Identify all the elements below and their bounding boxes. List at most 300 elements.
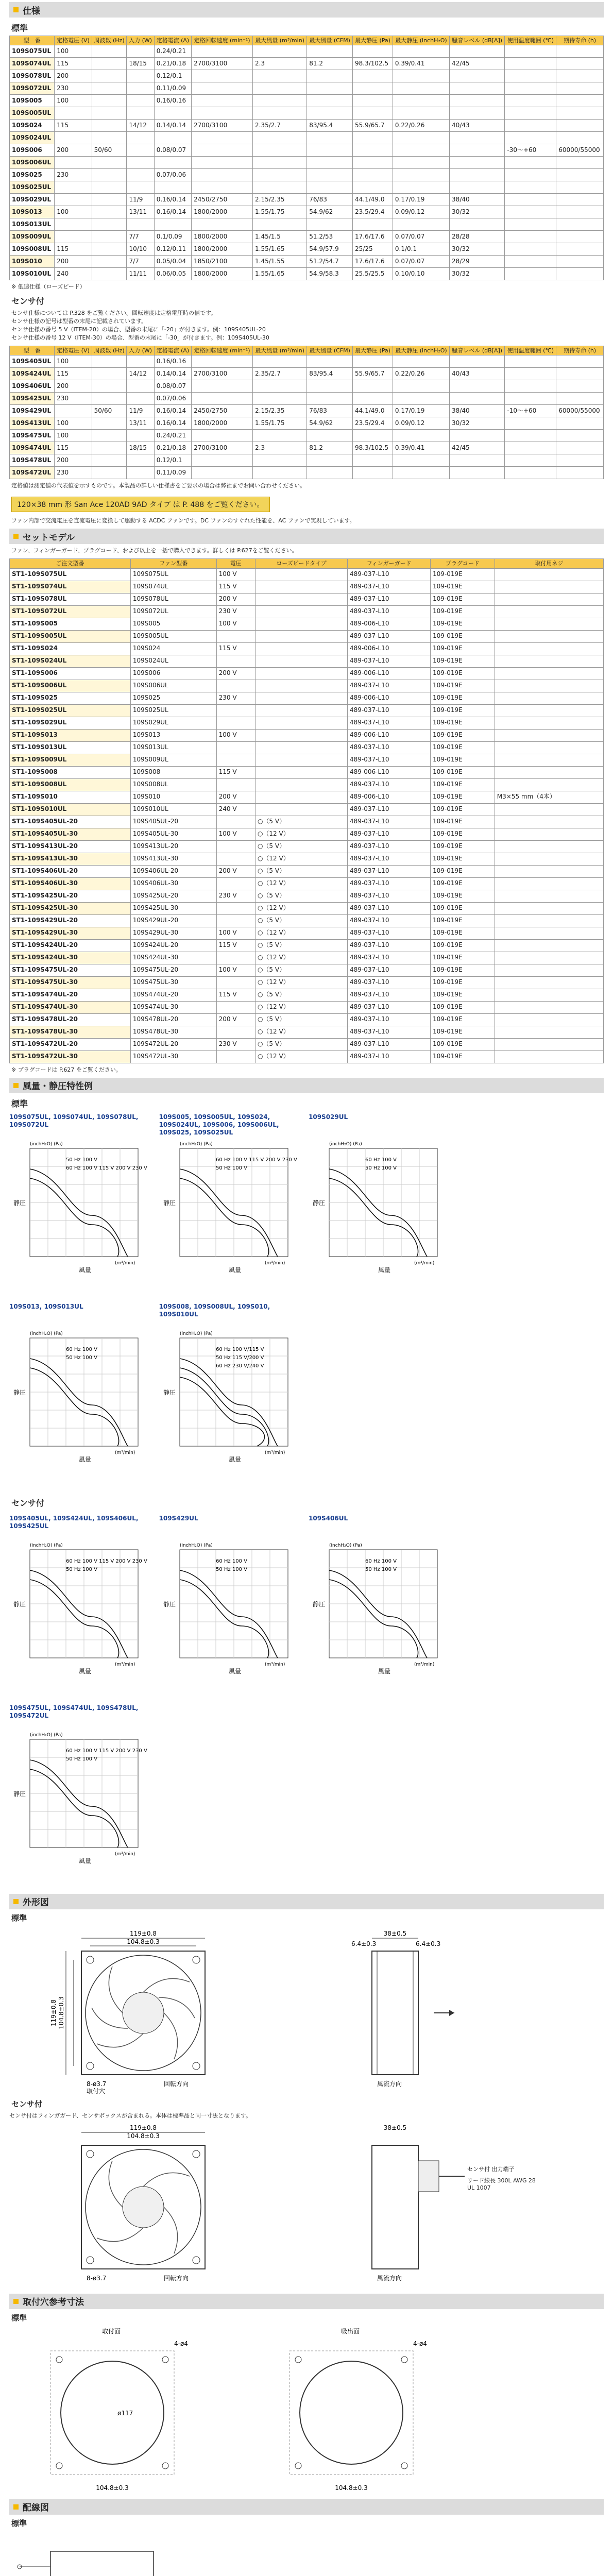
table-cell	[216, 704, 255, 717]
table-cell: 13/11	[127, 417, 154, 430]
table-cell: 28/29	[450, 256, 505, 268]
table-cell	[127, 393, 154, 405]
table-cell: 0.07/0.07	[393, 256, 449, 268]
pq-graph-plot	[159, 1328, 298, 1472]
table-cell: ○（5 V）	[255, 914, 347, 927]
pq-curve	[30, 1178, 119, 1257]
table-cell: 109S009UL	[130, 754, 216, 766]
table-cell: 30/32	[450, 206, 505, 218]
table-cell: 230 V	[216, 890, 255, 902]
table-cell	[450, 467, 505, 479]
table-cell: 109S424UL-20	[130, 939, 216, 952]
spec-col-header: 最大静圧 (inchH₂O)	[393, 36, 449, 45]
hole-pitch: 104.8±0.3	[96, 2484, 129, 2492]
table-cell: 109S478UL-20	[130, 1013, 216, 1026]
wiring-title: 配線図	[23, 2503, 49, 2514]
table-cell	[307, 218, 353, 231]
table-cell: 100 V	[216, 618, 255, 630]
pq-xunit: (m³/min)	[264, 1662, 285, 1667]
table-cell: 109-019E	[431, 976, 495, 989]
table-cell: 109-019E	[431, 667, 495, 680]
table-cell	[495, 581, 603, 593]
table-cell	[92, 430, 127, 442]
dim-depth: 38±0.5	[383, 1929, 407, 1937]
table-cell: 0.07/0.07	[393, 231, 449, 243]
table-cell: 489-006-L10	[348, 729, 431, 741]
table-cell: 0.11/0.09	[154, 82, 191, 95]
table-cell	[505, 417, 556, 430]
table-cell	[127, 157, 154, 169]
pq-graph	[9, 1113, 155, 1299]
table-row	[10, 766, 604, 778]
dims-std-drawings	[9, 1925, 604, 2095]
pq-graph-title: 109S013, 109S013UL	[9, 1302, 83, 1310]
table-row	[10, 268, 604, 280]
table-row	[10, 914, 604, 927]
pq-graph-title	[458, 1515, 604, 1539]
table-cell	[253, 132, 307, 144]
table-cell	[216, 816, 255, 828]
table-cell: 109S013	[10, 206, 55, 218]
set-model-title: セットモデル	[23, 532, 75, 543]
table-cell: 0.17/0.19	[393, 405, 449, 417]
pq-curve-label: 50 Hz 100 V	[66, 1566, 97, 1572]
pq-curve	[329, 1178, 418, 1257]
table-cell: 100 V	[216, 828, 255, 840]
table-cell	[495, 939, 603, 952]
table-row	[10, 70, 604, 82]
table-cell: 0.16/0.14	[154, 417, 191, 430]
table-cell: 109S006	[10, 144, 55, 157]
table-cell: ○（12 V）	[255, 952, 347, 964]
pq-xlabel: 風量	[228, 1455, 241, 1463]
table-cell: 489-037-L10	[348, 630, 431, 642]
table-cell: ST1-109S078UL	[10, 593, 131, 605]
table-cell: 2700/3100	[192, 442, 253, 454]
table-cell: ST1-109S008UL	[10, 778, 131, 791]
table-cell	[495, 618, 603, 630]
sensor-dim-w2: 104.8±0.3	[127, 2132, 160, 2140]
table-cell	[255, 766, 347, 778]
table-cell: ST1-109S474UL-20	[10, 989, 131, 1001]
pq-curve-label: 60 Hz 100 V	[66, 1346, 97, 1352]
table-cell	[307, 393, 353, 405]
pq-graph	[458, 1113, 604, 1299]
pq-xunit: (m³/min)	[115, 1851, 135, 1857]
table-cell: 489-037-L10	[348, 1001, 431, 1013]
table-cell: 109-019E	[431, 630, 495, 642]
table-cell: ○（5 V）	[255, 989, 347, 1001]
table-cell: 109-019E	[431, 692, 495, 704]
table-cell: 109S025	[130, 692, 216, 704]
table-cell	[556, 454, 604, 467]
table-cell: 109S072UL	[10, 82, 55, 95]
table-cell: ST1-109S424UL-20	[10, 939, 131, 952]
table-row	[10, 581, 604, 593]
pq-xunit: (m³/min)	[115, 1450, 135, 1455]
table-row	[10, 157, 604, 169]
table-cell	[92, 467, 127, 479]
table-cell: 489-006-L10	[348, 618, 431, 630]
table-cell: ○（5 V）	[255, 890, 347, 902]
table-cell: ST1-109S478UL-20	[10, 1013, 131, 1026]
pq-graph-plot	[9, 1138, 148, 1282]
table-cell	[55, 132, 92, 144]
table-cell	[253, 430, 307, 442]
table-cell	[307, 355, 353, 368]
pq-curve-label: 50 Hz 100 V	[365, 1165, 397, 1171]
dims-sensor-label: センサ付	[11, 2099, 43, 2109]
inlet-face-label: 吸出面	[341, 2327, 360, 2335]
table-cell: 109S429UL	[10, 405, 55, 417]
table-cell: ST1-109S406UL-30	[10, 877, 131, 890]
table-cell: 98.3/102.5	[353, 442, 393, 454]
dim-h1: 119±0.8	[50, 1999, 57, 2026]
table-cell: 230 V	[216, 605, 255, 618]
table-cell: 0.39/0.41	[393, 442, 449, 454]
pq-graph-plot	[309, 1539, 448, 1684]
table-cell	[92, 256, 127, 268]
table-cell	[255, 729, 347, 741]
table-row	[10, 927, 604, 939]
table-cell: 0.17/0.19	[393, 194, 449, 206]
table-row	[10, 430, 604, 442]
table-cell: 109-019E	[431, 1050, 495, 1063]
pq-curve-label: 50 Hz 100 V	[66, 1354, 97, 1361]
table-row	[10, 132, 604, 144]
table-cell: 109S474UL-30	[130, 1001, 216, 1013]
sensor-rotation-label: 回転方向	[164, 2274, 189, 2282]
table-cell: ○（5 V）	[255, 1013, 347, 1026]
table-cell: 489-037-L10	[348, 840, 431, 853]
table-cell: 489-037-L10	[348, 778, 431, 791]
table-cell: 109S474UL-20	[130, 989, 216, 1001]
table-cell: 109S010	[10, 256, 55, 268]
table-cell	[154, 181, 191, 194]
table-cell: 38/40	[450, 194, 505, 206]
table-cell: 100	[55, 417, 92, 430]
table-cell	[450, 157, 505, 169]
pq-xlabel: 風量	[79, 1667, 92, 1675]
table-cell	[495, 717, 603, 729]
table-cell: ST1-109S025	[10, 692, 131, 704]
table-cell	[255, 754, 347, 766]
pq-graph-title: 109S475UL, 109S474UL, 109S478UL, 109S472UL	[9, 1704, 139, 1719]
table-cell: -30～+60	[505, 144, 556, 157]
table-cell: 109-019E	[431, 741, 495, 754]
table-cell: 109S424UL	[10, 368, 55, 380]
pq-curve	[329, 1570, 427, 1658]
table-cell	[307, 157, 353, 169]
pq-sensor-label: センサ付	[11, 1498, 45, 1508]
table-cell	[92, 243, 127, 256]
table-cell: 109S005UL	[130, 630, 216, 642]
table-cell: 230 V	[216, 692, 255, 704]
table-cell	[92, 368, 127, 380]
pq-xlabel: 風量	[228, 1667, 241, 1675]
table-cell	[450, 393, 505, 405]
table-cell: 100	[55, 206, 92, 218]
pq-graph-grid	[9, 1113, 604, 1890]
table-cell	[495, 989, 603, 1001]
table-cell: 109-019E	[431, 816, 495, 828]
table-cell: 109S024UL	[130, 655, 216, 667]
table-row	[10, 206, 604, 218]
table-cell: 489-037-L10	[348, 581, 431, 593]
table-cell	[255, 741, 347, 754]
table-cell	[505, 82, 556, 95]
table-cell	[307, 454, 353, 467]
table-cell: 109S005	[130, 618, 216, 630]
related-model-box[interactable]: 120×38 mm 形 San Ace 120AD 9AD タイプ は P. 488 をご覧ください。	[11, 497, 270, 512]
table-cell	[92, 380, 127, 393]
table-cell	[505, 243, 556, 256]
table-cell: 0.24/0.21	[154, 430, 191, 442]
table-cell: 489-037-L10	[348, 939, 431, 952]
pq-ylabel: 静圧	[313, 1199, 326, 1207]
table-cell	[353, 380, 393, 393]
table-cell: 109S008UL	[10, 243, 55, 256]
table-cell	[253, 181, 307, 194]
table-cell: ○（12 V）	[255, 976, 347, 989]
table-cell	[353, 144, 393, 157]
table-cell	[216, 914, 255, 927]
table-cell: 109S074UL	[130, 581, 216, 593]
spec-col-header: 最大風量 (m³/min)	[253, 346, 307, 355]
table-cell: 0.08/0.07	[154, 380, 191, 393]
table-cell: 489-037-L10	[348, 704, 431, 717]
table-cell: 489-037-L10	[348, 680, 431, 692]
sensor-dim-depth: 38±0.5	[383, 2124, 407, 2131]
table-cell	[495, 1001, 603, 1013]
table-cell: ○（12 V）	[255, 853, 347, 865]
table-cell	[505, 256, 556, 268]
table-cell: ST1-109S075UL	[10, 568, 131, 581]
table-row	[10, 754, 604, 766]
table-row	[10, 181, 604, 194]
pq-yunit: (inchH₂O) (Pa)	[179, 1331, 213, 1336]
table-cell: 489-037-L10	[348, 717, 431, 729]
table-cell: ST1-109S009UL	[10, 754, 131, 766]
table-row	[10, 1050, 604, 1063]
pq-curve-label: 60 Hz 230 V/240 V	[215, 1363, 264, 1369]
table-cell	[495, 568, 603, 581]
spec-col-header: 型 番	[10, 346, 55, 355]
table-cell: 0.14/0.14	[154, 368, 191, 380]
table-cell	[353, 95, 393, 107]
table-cell: 7/7	[127, 231, 154, 243]
table-row	[10, 877, 604, 890]
table-cell: 200	[55, 70, 92, 82]
pq-graph	[159, 1113, 305, 1299]
table-cell: 115 V	[216, 939, 255, 952]
table-cell: 489-037-L10	[348, 989, 431, 1001]
table-cell	[127, 95, 154, 107]
spec-col-header: 定格回転速度 (min⁻¹)	[192, 36, 253, 45]
set-col-header: フィンガーガード	[348, 559, 431, 568]
table-cell: 0.16/0.14	[154, 405, 191, 417]
table-cell: 1.55/1.75	[253, 206, 307, 218]
table-cell	[393, 181, 449, 194]
table-cell	[393, 107, 449, 120]
table-cell	[450, 430, 505, 442]
pq-curve	[180, 1570, 278, 1658]
table-cell: 109S029UL	[130, 717, 216, 729]
table-cell: 83/95.4	[307, 368, 353, 380]
table-cell: 109-019E	[431, 877, 495, 890]
pq-graph	[458, 1303, 604, 1488]
pq-curve-label: 60 Hz 100 V 115 V 200 V 230 V	[215, 1157, 297, 1163]
table-cell	[192, 454, 253, 467]
set-col-header: プラグコード	[431, 559, 495, 568]
table-cell	[556, 231, 604, 243]
table-cell	[253, 393, 307, 405]
table-row	[10, 865, 604, 877]
table-cell	[192, 144, 253, 157]
table-cell	[253, 107, 307, 120]
spec-col-header: 最大静圧 (Pa)	[353, 36, 393, 45]
table-cell	[450, 132, 505, 144]
pq-graph-title: 109S008, 109S008UL, 109S010, 109S010UL	[159, 1302, 270, 1318]
table-cell: 489-006-L10	[348, 667, 431, 680]
dim-w2: 104.8±0.3	[127, 1938, 160, 1945]
table-row	[10, 618, 604, 630]
table-cell: 109S429UL-20	[130, 914, 216, 927]
table-cell	[253, 218, 307, 231]
spec-col-header: 最大風量 (CFM)	[307, 36, 353, 45]
table-row	[10, 605, 604, 618]
table-cell	[495, 655, 603, 667]
pq-ylabel: 静圧	[13, 1388, 26, 1396]
table-cell: 489-037-L10	[348, 964, 431, 976]
table-cell: 0.07/0.06	[154, 393, 191, 405]
pq-graph	[9, 1704, 155, 1890]
table-cell: 109S425UL	[10, 393, 55, 405]
table-cell	[255, 618, 347, 630]
dim-w1: 119±0.8	[129, 1929, 157, 1937]
holes-title: 取付穴参考寸法	[23, 2297, 84, 2308]
table-cell: 115 V	[216, 581, 255, 593]
table-cell: ST1-109S472UL-30	[10, 1050, 131, 1063]
table-cell	[450, 454, 505, 467]
table-cell	[255, 630, 347, 642]
pq-graph-plot	[9, 1539, 148, 1684]
pq-curve-label: 60 Hz 100 V	[365, 1157, 397, 1163]
pq-yunit: (inchH₂O) (Pa)	[30, 1331, 63, 1336]
table-cell	[556, 157, 604, 169]
table-cell: ST1-109S475UL-20	[10, 964, 131, 976]
table-cell: ○（5 V）	[255, 840, 347, 853]
table-cell: 109S025UL	[130, 704, 216, 717]
table-cell: 0.12/0.1	[154, 454, 191, 467]
spec-col-header: 定格電流 (A)	[154, 36, 191, 45]
pq-graph-title: 109S005, 109S005UL, 109S024, 109S024UL, 109S006, 109S006UL, 109S025, 109S025UL	[159, 1113, 279, 1136]
table-cell	[253, 144, 307, 157]
table-cell: 109-019E	[431, 581, 495, 593]
table-cell: 109-019E	[431, 914, 495, 927]
hole-diameter: ø117	[117, 2409, 133, 2417]
table-cell: ○（12 V）	[255, 877, 347, 890]
table-cell: ST1-109S429UL-20	[10, 914, 131, 927]
table-cell: 109S009UL	[10, 231, 55, 243]
table-cell: ST1-109S024	[10, 642, 131, 655]
table-row	[10, 393, 604, 405]
spec-col-header: 定格電圧 (V)	[55, 36, 92, 45]
table-cell	[255, 642, 347, 655]
table-cell: ST1-109S010	[10, 791, 131, 803]
table-cell: 100 V	[216, 568, 255, 581]
table-cell	[92, 132, 127, 144]
table-cell: 240 V	[216, 803, 255, 816]
pq-header	[9, 1078, 604, 1093]
table-cell: 109S429UL-30	[130, 927, 216, 939]
table-cell: 489-037-L10	[348, 568, 431, 581]
table-cell: 100	[55, 45, 92, 58]
table-cell	[495, 642, 603, 655]
pq-xlabel: 風量	[378, 1266, 391, 1274]
mount-face-label: 取付面	[102, 2327, 121, 2335]
table-cell: 109-019E	[431, 853, 495, 865]
table-cell: 109-019E	[431, 568, 495, 581]
table-cell	[505, 380, 556, 393]
table-cell: 0.1/0.09	[154, 231, 191, 243]
table-cell	[253, 380, 307, 393]
table-cell: ST1-109S006UL	[10, 680, 131, 692]
table-row	[10, 593, 604, 605]
table-cell	[495, 902, 603, 914]
table-cell	[495, 605, 603, 618]
pq-ylabel: 静圧	[163, 1199, 176, 1207]
table-cell	[495, 840, 603, 853]
table-cell	[216, 840, 255, 853]
table-cell: 1.55/1.65	[253, 243, 307, 256]
section-marker-icon	[13, 2299, 19, 2304]
table-cell: 109-019E	[431, 840, 495, 853]
table-cell	[505, 157, 556, 169]
table-cell: 0.16/0.14	[154, 206, 191, 218]
pq-graph	[309, 1515, 454, 1700]
table-cell	[495, 816, 603, 828]
table-cell: 109-019E	[431, 902, 495, 914]
table-row	[10, 840, 604, 853]
table-cell: 17.6/17.6	[353, 256, 393, 268]
table-cell	[505, 430, 556, 442]
table-cell: 109S013UL	[10, 218, 55, 231]
table-cell: 230	[55, 82, 92, 95]
pq-graph-title	[309, 1303, 454, 1328]
pq-graph-title: 109S405UL, 109S424UL, 109S406UL, 109S425UL	[9, 1514, 139, 1530]
table-cell	[393, 144, 449, 157]
table-cell: 109S013UL	[130, 741, 216, 754]
inlet-hole-pitch: 104.8±0.3	[335, 2484, 368, 2492]
table-cell: 200 V	[216, 593, 255, 605]
table-cell: 7/7	[127, 256, 154, 268]
pq-xunit: (m³/min)	[264, 1260, 285, 1266]
table-cell: 40/43	[450, 120, 505, 132]
table-cell: 2700/3100	[192, 58, 253, 70]
table-cell	[255, 655, 347, 667]
table-cell: 55.9/65.7	[353, 120, 393, 132]
spec-section-header	[9, 2, 604, 18]
table-cell: 109-019E	[431, 593, 495, 605]
table-cell: 109-019E	[431, 828, 495, 840]
set-model-desc: ファン、フィンガーガード、プラグコード、および以上を一括で購入できます。詳しくは P.627をご覧ください。	[11, 547, 298, 554]
table-cell	[127, 181, 154, 194]
spec-note1: ※ 低速仕様（ローズピード）	[11, 283, 86, 291]
table-row	[10, 368, 604, 380]
table-cell	[393, 393, 449, 405]
pq-ylabel: 静圧	[13, 1199, 26, 1207]
